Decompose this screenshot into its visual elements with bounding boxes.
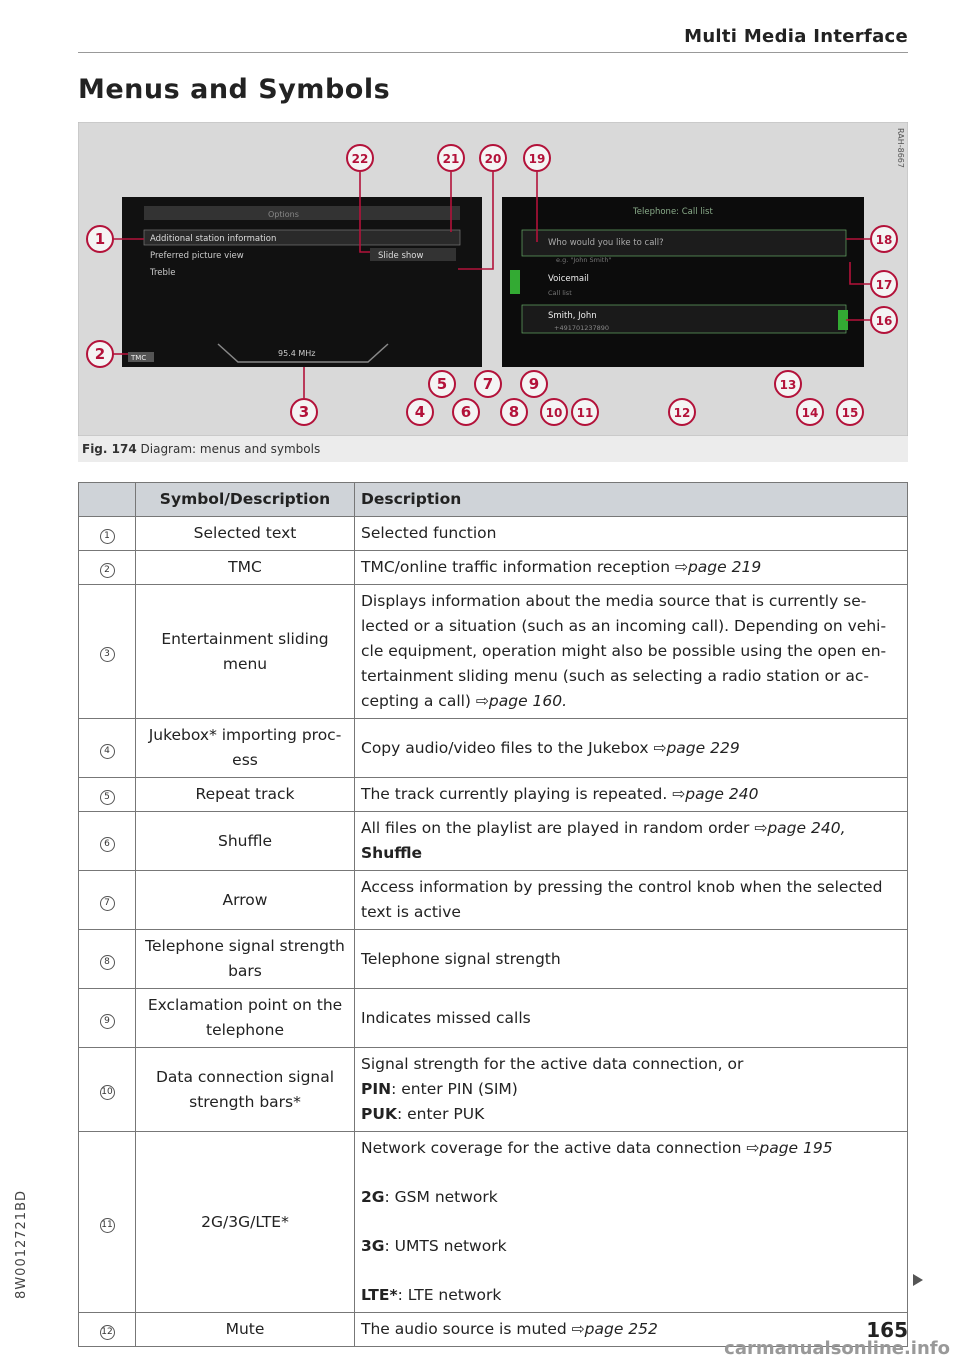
- page-number: 165: [866, 1318, 908, 1342]
- bold-term: 3G: [361, 1237, 385, 1255]
- symbol-description: [355, 989, 908, 1048]
- table-row: [79, 778, 908, 812]
- section-header: Multi Media Interface: [684, 26, 908, 47]
- callout-number: 2: [94, 345, 106, 363]
- call-prompt: Who would you like to call?: [548, 238, 664, 248]
- number-circle-icon: 8: [100, 955, 115, 970]
- page-reference-link[interactable]: page 240: [685, 785, 759, 803]
- row-number: [79, 812, 136, 871]
- bold-term: PIN: [361, 1080, 392, 1098]
- number-circle-icon: 9: [100, 1014, 115, 1029]
- table-row: [79, 1132, 908, 1313]
- bold-term: Shuffle: [361, 844, 423, 862]
- line-text: : GSM network: [384, 1188, 498, 1206]
- symbol-description: [355, 812, 908, 871]
- description-text: Indicates missed calls: [361, 1008, 531, 1027]
- row-number: [79, 871, 136, 930]
- line-text: : enter PIN (SIM): [391, 1080, 518, 1098]
- page-ref-arrow-icon: ⇨: [672, 785, 686, 803]
- caption-label: Fig. 174: [82, 442, 137, 456]
- row-number: [79, 989, 136, 1048]
- symbol-name: Selected text: [136, 517, 355, 551]
- table-row: [79, 551, 908, 585]
- row-number: [79, 719, 136, 778]
- page-ref-arrow-icon: ⇨: [475, 692, 489, 710]
- symbol-description: [355, 585, 908, 719]
- description-line: [361, 1234, 901, 1259]
- description-text: Telephone signal strength: [361, 949, 561, 968]
- caption-text: Diagram: menus and symbols: [140, 442, 321, 456]
- left-row-1: Preferred picture view: [150, 251, 244, 261]
- page-reference-link[interactable]: page 219: [687, 558, 762, 576]
- number-circle-icon: 4: [100, 744, 115, 759]
- row-number: [79, 1048, 136, 1132]
- description-line: [361, 1077, 901, 1102]
- callout-number: 15: [841, 406, 859, 420]
- table-row: [79, 585, 908, 719]
- symbol-name: Exclamation point on the telephone: [136, 989, 355, 1048]
- symbol-name: Data connection signal strength bars*: [136, 1048, 355, 1132]
- description-text: Network coverage for the active data connection: [361, 1139, 742, 1157]
- number-circle-icon: 5: [100, 790, 115, 805]
- watermark: carmanualsonline.info: [724, 1338, 950, 1359]
- callout-number: 6: [460, 403, 472, 421]
- symbol-name: Arrow: [136, 871, 355, 930]
- symbols-table: [78, 482, 908, 1347]
- description-line: [361, 1283, 901, 1308]
- options-title: Options: [268, 210, 299, 219]
- description-line: [361, 1102, 901, 1127]
- callout-number: 5: [436, 375, 448, 393]
- callout-number: 11: [576, 406, 594, 420]
- callout-number: 8: [508, 403, 520, 421]
- mmi-diagram: [78, 122, 908, 436]
- voicemail: Voicemail: [548, 274, 589, 284]
- table-row: [79, 930, 908, 989]
- callout-number: 21: [442, 152, 460, 166]
- row-number: [79, 551, 136, 585]
- page-ref-arrow-icon: ⇨: [674, 558, 688, 576]
- symbol-description: [355, 551, 908, 585]
- symbol-description: [355, 778, 908, 812]
- row-number: [79, 585, 136, 719]
- station-label: 95.4 MHz: [278, 349, 316, 358]
- row-number: [79, 930, 136, 989]
- number-circle-icon: 7: [100, 896, 115, 911]
- header-symbol: Symbol/Description: [136, 483, 355, 517]
- line-text: : LTE network: [397, 1286, 502, 1304]
- image-code: RAH-8667: [896, 128, 905, 168]
- symbol-name: Entertainment sliding menu: [136, 585, 355, 719]
- row-number: [79, 1132, 136, 1313]
- line-text: : UMTS network: [384, 1237, 507, 1255]
- table-row: [79, 1048, 908, 1132]
- description-line: [361, 1185, 901, 1210]
- callout-number: 22: [351, 152, 369, 166]
- description-text: TMC/online traffic information reception: [361, 558, 671, 576]
- symbol-description: [355, 517, 908, 551]
- table-row: [79, 989, 908, 1048]
- left-row-2: Treble: [150, 268, 176, 278]
- callout-number: 1: [94, 230, 106, 248]
- callout-number: 9: [528, 375, 540, 393]
- symbol-description: [355, 871, 908, 930]
- bold-term: LTE*: [361, 1286, 398, 1304]
- symbol-description: [355, 930, 908, 989]
- number-circle-icon: 3: [100, 647, 115, 662]
- number-circle-icon: 12: [100, 1325, 115, 1340]
- call-list-sub: Call list: [548, 289, 572, 297]
- callout-number: 16: [875, 314, 893, 328]
- page-title: Menus and Symbols: [78, 74, 391, 105]
- callout-number: 3: [298, 403, 310, 421]
- callout-number: 10: [545, 406, 563, 420]
- contact-name: Smith, John: [548, 311, 597, 321]
- description-text: Displays information about the media source that is currently se-lected or a situation (such as an incoming call). Depending on vehi-cle equipment, operation might also be possible using the open en-tertainment sliding menu (such as selecting a radio station or ac-cepting a call): [361, 592, 887, 710]
- page-ref-arrow-icon: ⇨: [653, 738, 667, 757]
- table-row: [79, 812, 908, 871]
- callout-number: 19: [528, 152, 546, 166]
- contact-phone: +491701237890: [554, 324, 610, 332]
- description-text: All files on the playlist are played in random order: [361, 819, 750, 837]
- left-value: Slide show: [378, 251, 424, 261]
- call-list-title: Telephone: Call list: [633, 207, 713, 217]
- symbol-name: Mute: [136, 1313, 355, 1347]
- callout-number: 13: [779, 378, 797, 392]
- left-screen: [122, 197, 482, 367]
- table-row: [79, 871, 908, 930]
- figure-diagram: [78, 122, 908, 436]
- symbol-name: TMC: [136, 551, 355, 585]
- callout-number: 20: [484, 152, 502, 166]
- page-reference-link[interactable]: page 160.: [488, 692, 568, 710]
- document-code: 8W0012721BD: [14, 1190, 29, 1299]
- number-circle-icon: 1: [100, 529, 115, 544]
- callout-number: 14: [801, 406, 819, 420]
- description-text: The audio source is muted: [361, 1320, 567, 1338]
- header-num: [79, 483, 136, 517]
- call-hint: e.g. "John Smith": [556, 256, 612, 264]
- header-description: Description: [355, 483, 908, 517]
- callout-number: 17: [875, 278, 893, 292]
- continue-arrow-icon: [913, 1274, 923, 1286]
- page-reference-link[interactable]: page 252: [584, 1320, 658, 1338]
- symbol-name: 2G/3G/LTE*: [136, 1132, 355, 1313]
- bold-term: 2G: [361, 1188, 385, 1206]
- page-ref-arrow-icon: ⇨: [746, 1139, 760, 1157]
- line-text: : enter PUK: [396, 1105, 485, 1123]
- symbol-description: [355, 719, 908, 778]
- description-text: Access information by pressing the control knob when the selected text is active: [361, 878, 883, 921]
- callout-number: 12: [673, 406, 691, 420]
- symbol-name: Telephone signal strength bars: [136, 930, 355, 989]
- callout-number: 18: [875, 233, 893, 247]
- figure-caption: [82, 442, 320, 456]
- bold-term: PUK: [361, 1105, 397, 1123]
- number-circle-icon: 11: [100, 1218, 115, 1233]
- symbol-name: Shuffle: [136, 812, 355, 871]
- description-text: Copy audio/video files to the Jukebox: [361, 738, 649, 757]
- table-body: [79, 517, 908, 1347]
- page-ref-arrow-icon: ⇨: [754, 819, 768, 837]
- page-ref-arrow-icon: ⇨: [571, 1320, 585, 1338]
- tmc-label: TMC: [131, 354, 147, 362]
- description-text: Selected function: [361, 524, 497, 542]
- callout-number: 7: [482, 375, 494, 393]
- number-circle-icon: 6: [100, 837, 115, 852]
- header-rule: [78, 52, 908, 53]
- page-reference-link[interactable]: page 229: [666, 738, 740, 757]
- row-number: [79, 778, 136, 812]
- number-circle-icon: 10: [100, 1085, 115, 1100]
- table-row: [79, 517, 908, 551]
- page-reference-link[interactable]: page 240,: [767, 819, 846, 837]
- description-text: The track currently playing is repeated.: [361, 785, 668, 803]
- symbol-name: Repeat track: [136, 778, 355, 812]
- symbol-name: Jukebox* importing proc-ess: [136, 719, 355, 778]
- row-number: [79, 517, 136, 551]
- number-circle-icon: 2: [100, 563, 115, 578]
- row-number: [79, 1313, 136, 1347]
- page-reference-link[interactable]: page 195: [759, 1139, 833, 1157]
- symbol-description: [355, 1132, 908, 1313]
- symbol-description: [355, 1048, 908, 1132]
- callout-number: 4: [414, 403, 426, 421]
- description-text: Signal strength for the active data connection, or: [361, 1055, 744, 1073]
- table-row: [79, 719, 908, 778]
- left-row-0: Additional station information: [150, 234, 277, 244]
